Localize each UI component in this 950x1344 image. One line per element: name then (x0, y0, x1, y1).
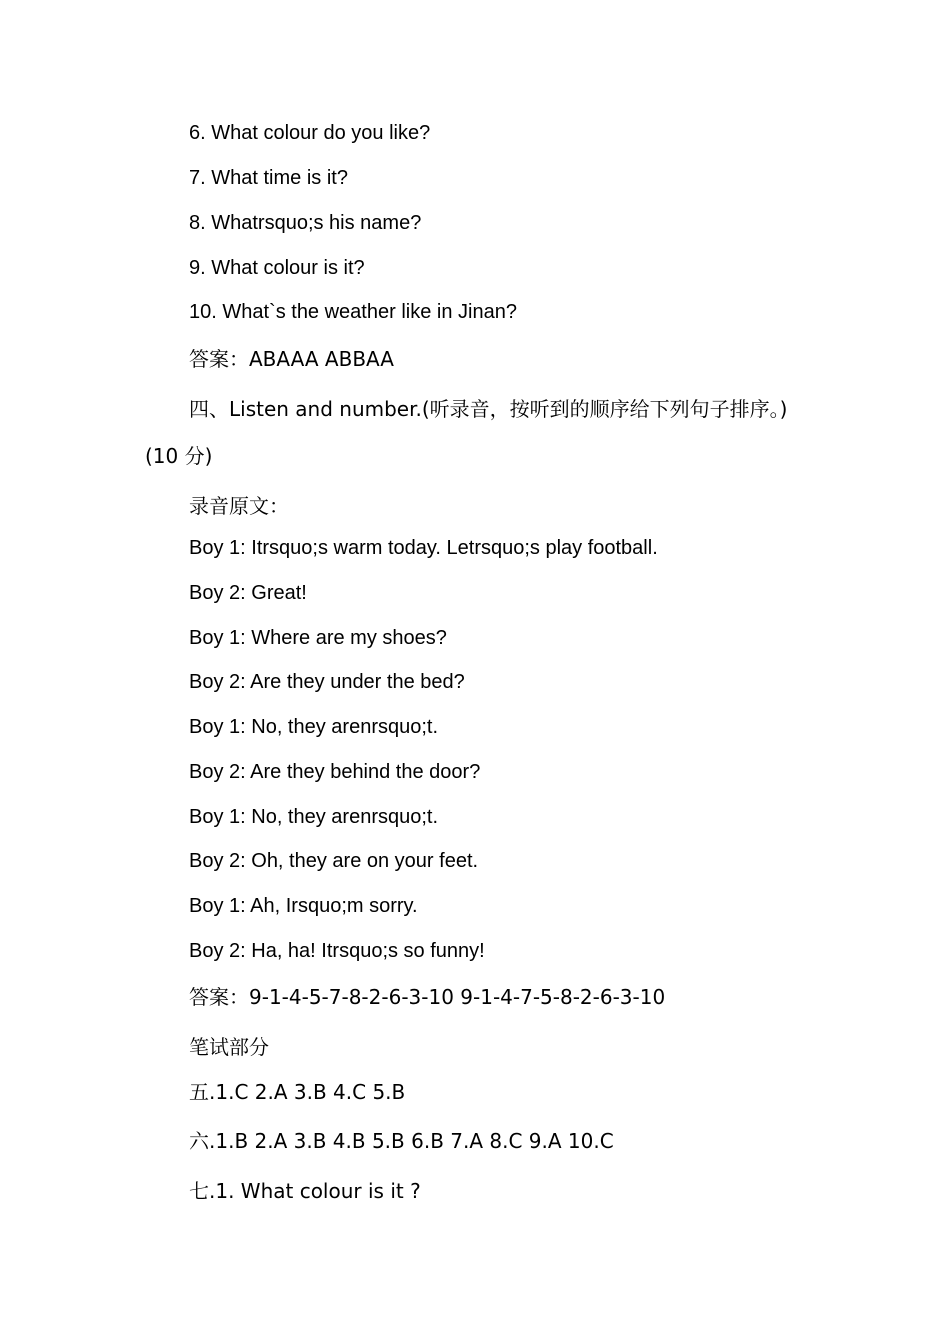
transcript-line-10: Boy 2: Ha, ha! Itrsquo;s so funny! (189, 940, 485, 962)
transcript-line-2: Boy 2: Great! (189, 582, 307, 604)
answer-section-4: 答案：9-1-4-5-7-8-2-6-3-10 9-1-4-7-5-8-2-6-3-10 (189, 985, 666, 1009)
answer-section-3: 答案：ABAAA ABBAA (189, 347, 394, 371)
question-9: 9. What colour is it? (189, 257, 365, 279)
question-7: 7. What time is it? (189, 167, 348, 189)
question-10: 10. What`s the weather like in Jinan? (189, 301, 517, 323)
section-4-heading: 四、Listen and number.(听录音，按听到的顺序给下列句子排序。) (189, 397, 788, 421)
transcript-line-7: Boy 1: No, they arenrsquo;t. (189, 806, 439, 828)
transcript-line-9: Boy 1: Ah, Irsquo;m sorry. (189, 895, 418, 917)
transcript-line-6: Boy 2: Are they behind the door? (189, 761, 481, 783)
transcript-line-1: Boy 1: Itrsquo;s warm today. Letrsquo;s play football. (189, 537, 658, 559)
answer-section-7: 七.1. What colour is it ? (189, 1179, 421, 1203)
transcript-line-5: Boy 1: No, they arenrsquo;t. (189, 716, 439, 738)
question-8: 8. Whatrsquo;s his name? (189, 212, 422, 234)
answer-section-6: 六.1.B 2.A 3.B 4.B 5.B 6.B 7.A 8.C 9.A 10.C (189, 1129, 614, 1153)
section-4-score: (10 分) (145, 444, 213, 468)
transcript-line-3: Boy 1: Where are my shoes? (189, 627, 447, 649)
written-part-heading: 笔试部分 (189, 1035, 269, 1059)
answer-section-5: 五.1.C 2.A 3.B 4.C 5.B (189, 1080, 406, 1104)
question-6: 6. What colour do you like? (189, 122, 431, 144)
transcript-label: 录音原文： (189, 494, 289, 518)
transcript-line-8: Boy 2: Oh, they are on your feet. (189, 850, 479, 872)
transcript-line-4: Boy 2: Are they under the bed? (189, 671, 465, 693)
